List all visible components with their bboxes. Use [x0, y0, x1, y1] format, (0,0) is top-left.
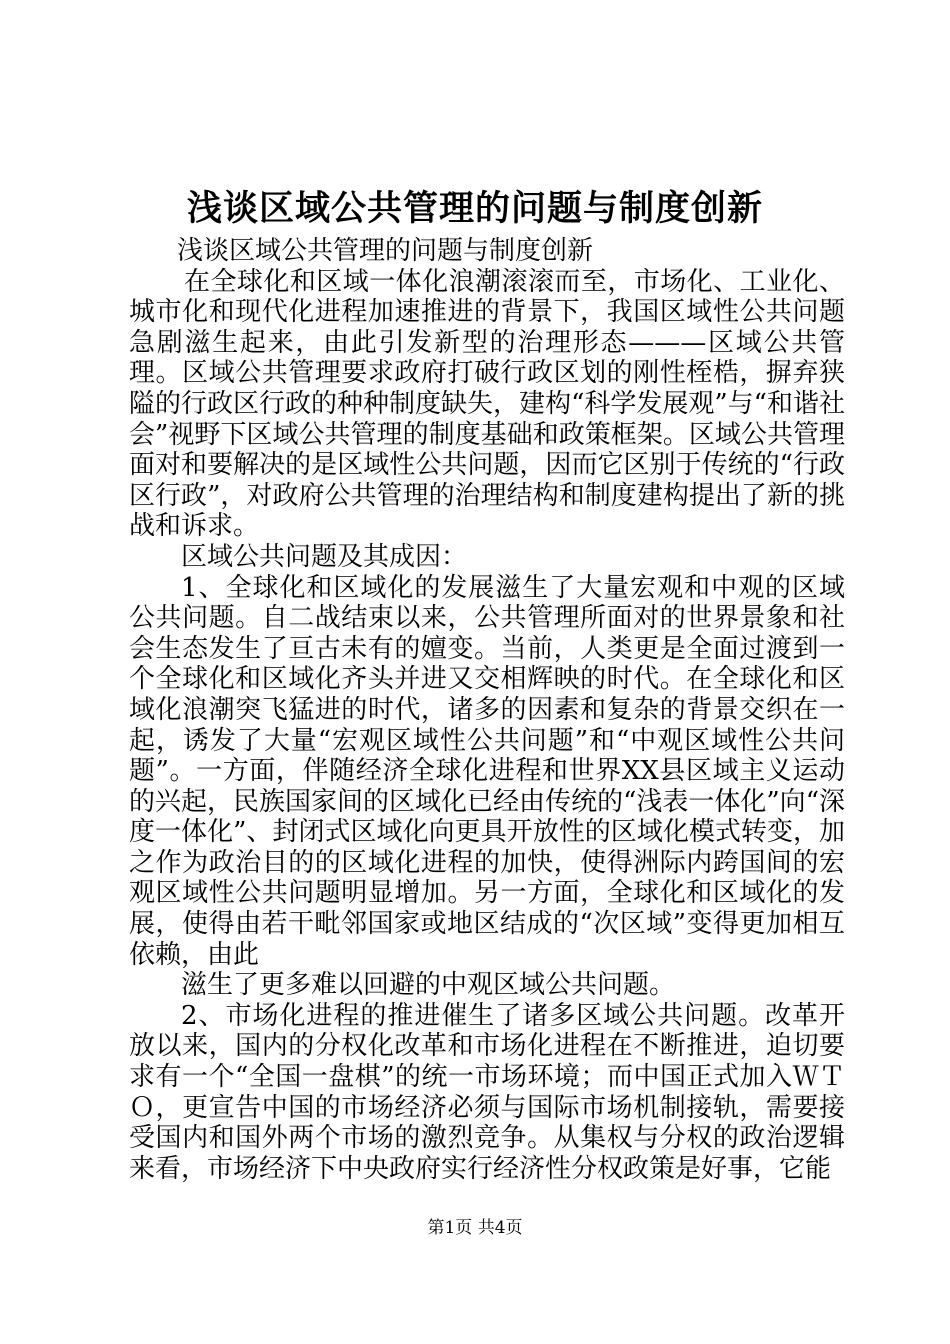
intro-paragraph: 在全球化和区域一体化浪潮滚滚而至，市场化、工业化、城市化和现代化进程加速推进的背景下，我国区域性公共问题急剧滋生起来，由此引发新型的治理形态———区域公共管理。区域公共管理要求政府打破行政区划的刚性桎梏，摒弃狭隘的行政区行政的种种制度缺失，建构“科学发展观”与“和谐社会”视野下区域公共管理的制度基础和政策框架。区域公共管理面对和要解决的是区域性公共问题，因而它区别于传统的“行政区行政”，对政府公共管理的治理结构和制度建构提出了新的挑战和诉求。 [129, 266, 845, 542]
section-heading: 区域公共问题及其成因： [181, 541, 468, 572]
body-paragraph-1: 1、全球化和区域化的发展滋生了大量宏观和中观的区域公共问题。自二战结束以来，公共管理所面对的世界景象和社会生态发生了亘古未有的嬗变。当前，人类更是全面过渡到一个全球化和区域化齐头并进又交相辉映的时代。在全球化和区域化浪潮突飞猛进的时代，诸多的因素和复杂的背景交织在一起，诱发了大量“宏观区域性公共问题”和“中观区域性公共问题”。一方面，伴随经济全球化进程和世界XX县区域主义运动的兴起，民族国家间的区域化已经由传统的“浅表一体化”向“深度一体化”、封闭式区域化向更具开放性的区域化模式转变，加之作为政治目的的区域化进程的加快，使得洲际内跨国间的宏观区域性公共问题明显增加。另一方面，全球化和区域化的发展，使得由若干毗邻国家或地区结成的“次区域”变得更加相互依赖，由此 [129, 572, 845, 970]
document-body [129, 236, 845, 1184]
body-paragraph-2: 2、市场化进程的推进催生了诸多区域公共问题。改革开放以来，国内的分权化改革和市场化进程在不断推进，迫切要求有一个“全国一盘棋”的统一市场环境；而中国正式加入ＷＴＯ，更宣告中国的市场经济必须与国际市场机制接轨，需要接受国内和国外两个市场的激烈竞争。从集权与分权的政治逻辑来看，市场经济下中央政府实行经济性分权政策是好事，它能 [129, 1000, 845, 1184]
document-title: 浅谈区域公共管理的问题与制度创新 [186, 188, 763, 229]
body-paragraph-continuation: 滋生了更多难以回避的中观区域公共问题。 [181, 970, 676, 1001]
subtitle-paragraph: 浅谈区域公共管理的问题与制度创新 [177, 236, 594, 266]
page-number-footer: 第1页 共4页 [427, 1218, 523, 1238]
